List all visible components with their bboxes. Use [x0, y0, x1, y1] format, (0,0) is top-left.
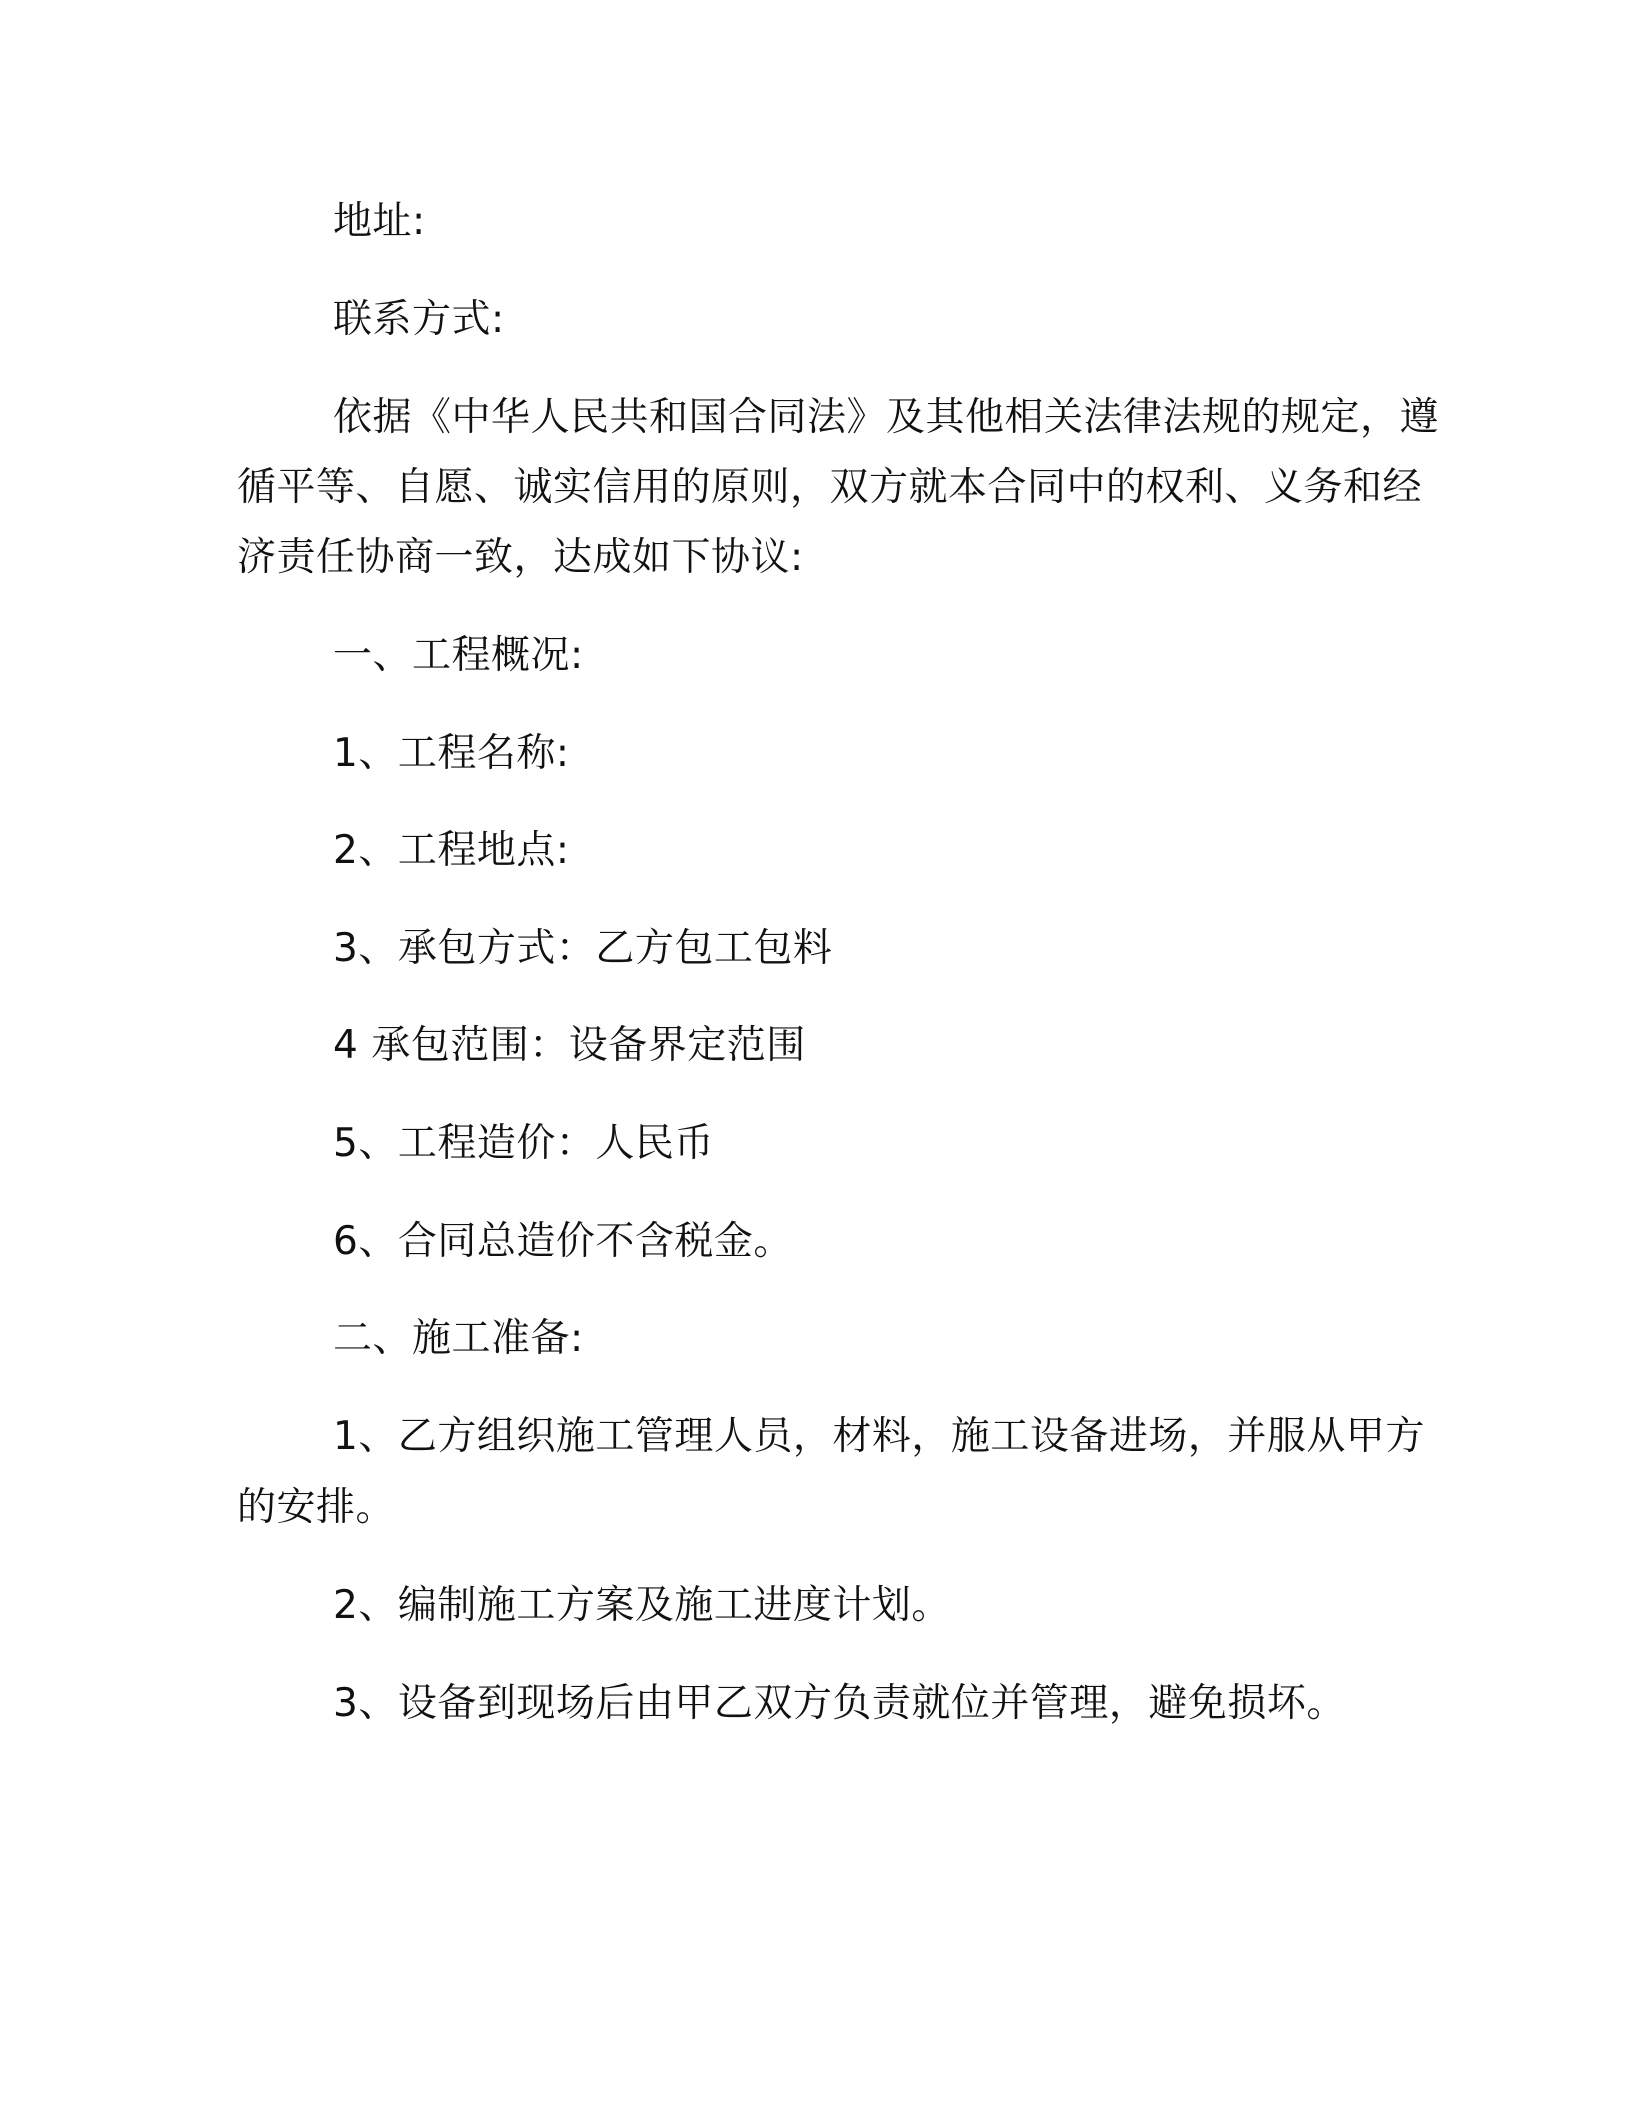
section-2-heading: 二、施工准备: — [333, 1316, 584, 1361]
list-item: 1、工程名称: — [333, 731, 570, 776]
section-1-heading: 一、工程概况: — [333, 633, 584, 678]
contact-label: 联系方式: — [333, 297, 505, 342]
list-item: 4 承包范围：设备界定范围 — [333, 1023, 806, 1068]
section-2-item-1-line-2: 的安排。 — [237, 1485, 396, 1530]
list-item: 2、工程地点: — [333, 828, 570, 873]
preamble-line-1: 依据《中华人民共和国合同法》及其他相关法律法规的规定，遵 — [333, 395, 1440, 440]
section-2-item-3: 3、设备到现场后由甲乙双方负责就位并管理，避免损坏。 — [333, 1681, 1346, 1726]
preamble-line-2: 循平等、自愿、诚实信用的原则，双方就本合同中的权利、义务和经 — [237, 465, 1423, 510]
preamble-line-3: 济责任协商一致，达成如下协议: — [237, 535, 804, 580]
list-item: 3、承包方式：乙方包工包料 — [333, 926, 833, 971]
address-label: 地址: — [333, 199, 426, 244]
section-2-item-1-line-1: 1、乙方组织施工管理人员，材料，施工设备进场，并服从甲方 — [333, 1414, 1425, 1459]
section-2-item-2: 2、编制施工方案及施工进度计划。 — [333, 1583, 951, 1628]
list-item: 6、合同总造价不含税金。 — [333, 1219, 793, 1264]
list-item: 5、工程造价：人民币 — [333, 1121, 714, 1166]
